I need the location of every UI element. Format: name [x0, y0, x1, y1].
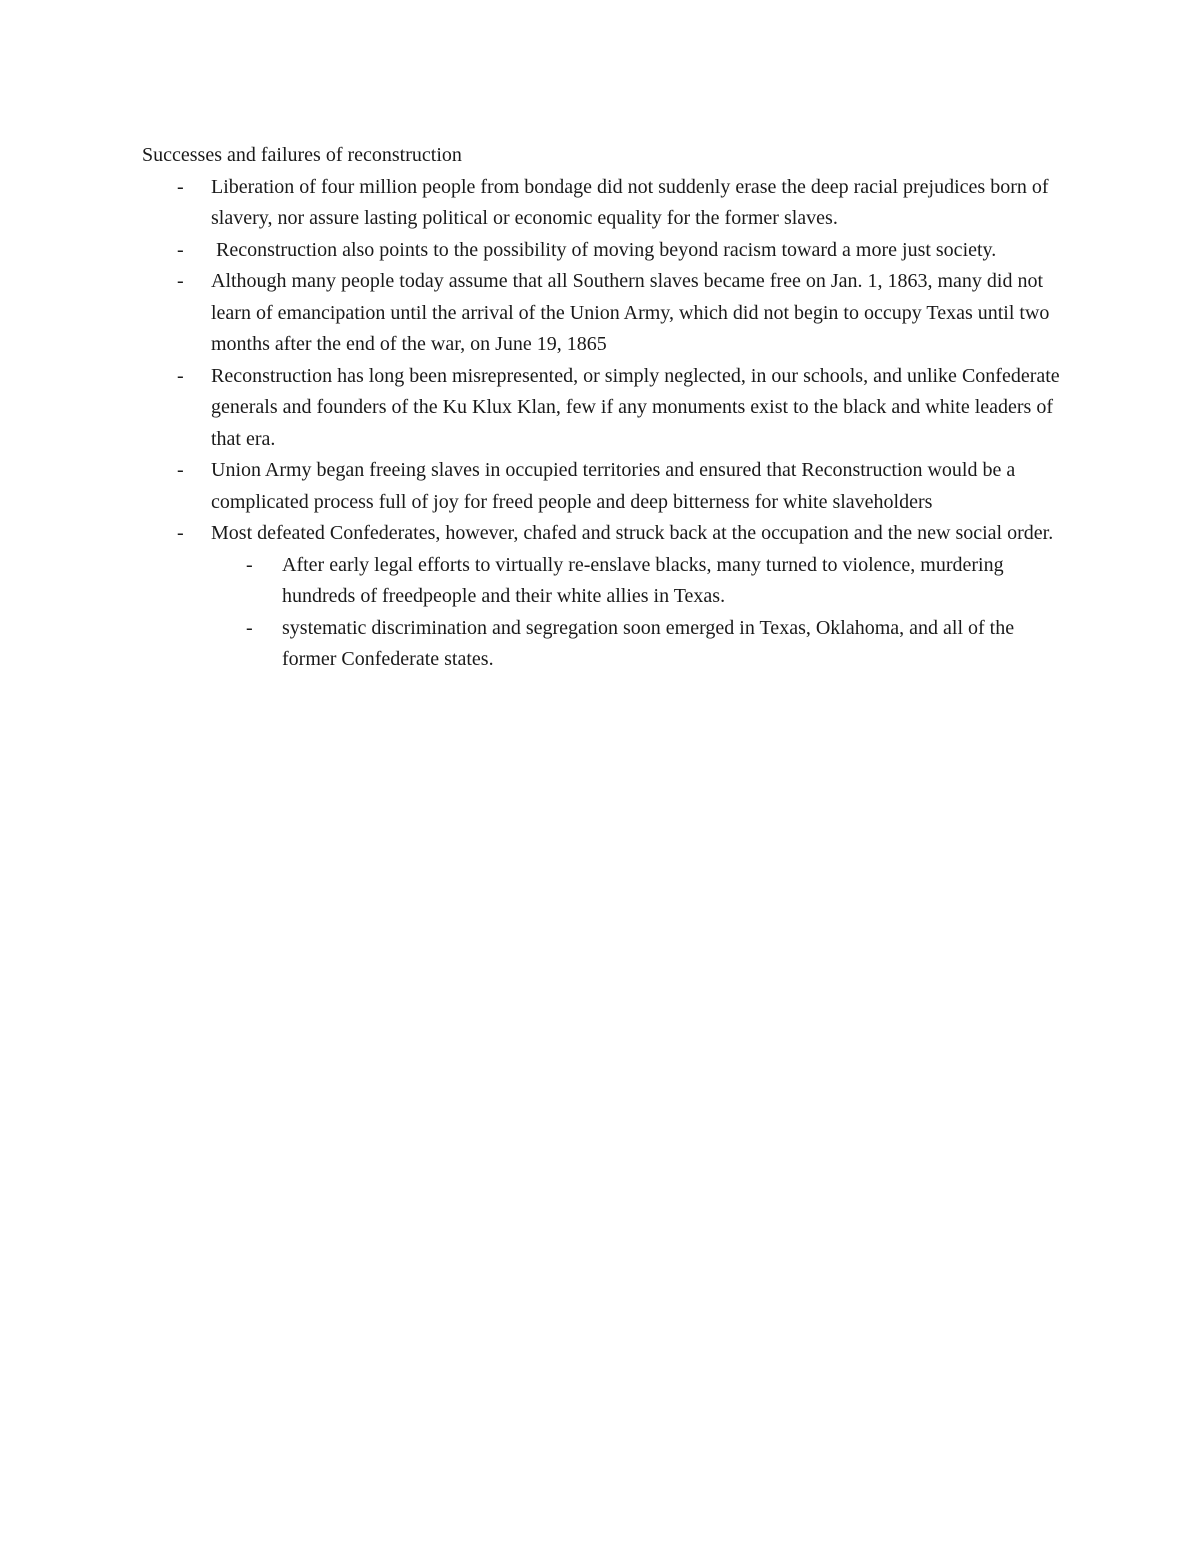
bullet-list	[142, 172, 1062, 676]
document-heading: Successes and failures of reconstruction	[142, 144, 462, 166]
bullet-dash: -	[246, 553, 253, 576]
list-item	[142, 172, 1062, 235]
list-item-text: Reconstruction also points to the possibility of moving beyond racism toward a more just society.	[211, 238, 997, 261]
nested-bullet-list	[211, 550, 1062, 676]
list-item-text: Although many people today assume that all Southern slaves became free on Jan. 1, 1863, many did not learn of emancipation until the arrival of the Union Army, which did not begin to occupy Texas until two months after the end of the war, on June 19, 1865	[211, 270, 1050, 355]
nested-list-item	[211, 613, 1062, 676]
list-item	[142, 518, 1062, 676]
bullet-dash: -	[177, 522, 184, 544]
nested-list-item-text: After early legal efforts to virtually re-enslave blacks, many turned to violence, murdering hundreds of freedpeople and their white allies in Texas.	[282, 553, 1004, 607]
nested-list-item-text: systematic discrimination and segregation soon emerged in Texas, Oklahoma, and all of the former Confederate states.	[282, 616, 1015, 670]
list-item	[142, 235, 1062, 267]
bullet-dash: -	[246, 616, 253, 639]
list-item-text: Most defeated Confederates, however, chafed and struck back at the occupation and the new social order.	[211, 522, 1054, 544]
document-body	[142, 140, 1062, 676]
list-item-text: Union Army began freeing slaves in occupied territories and ensured that Reconstruction would be a complicated process full of joy for freed people and deep bitterness for white slaveholders	[211, 459, 1016, 513]
list-item-text: Liberation of four million people from bondage did not suddenly erase the deep racial prejudices born of slavery, nor assure lasting political or economic equality for the former slaves.	[211, 175, 1049, 229]
list-item	[142, 455, 1062, 518]
nested-list-item	[211, 550, 1062, 613]
bullet-dash: -	[177, 270, 184, 292]
list-item-text: Reconstruction has long been misrepresented, or simply neglected, in our schools, and unlike Confederate generals and founders of the Ku Klux Klan, few if any monuments exist to the black and white leaders of that era.	[211, 364, 1060, 450]
list-item	[142, 361, 1062, 456]
bullet-dash: -	[177, 175, 184, 198]
bullet-dash: -	[177, 238, 184, 261]
list-item	[142, 266, 1062, 361]
bullet-dash: -	[177, 364, 184, 387]
bullet-dash: -	[177, 459, 184, 481]
